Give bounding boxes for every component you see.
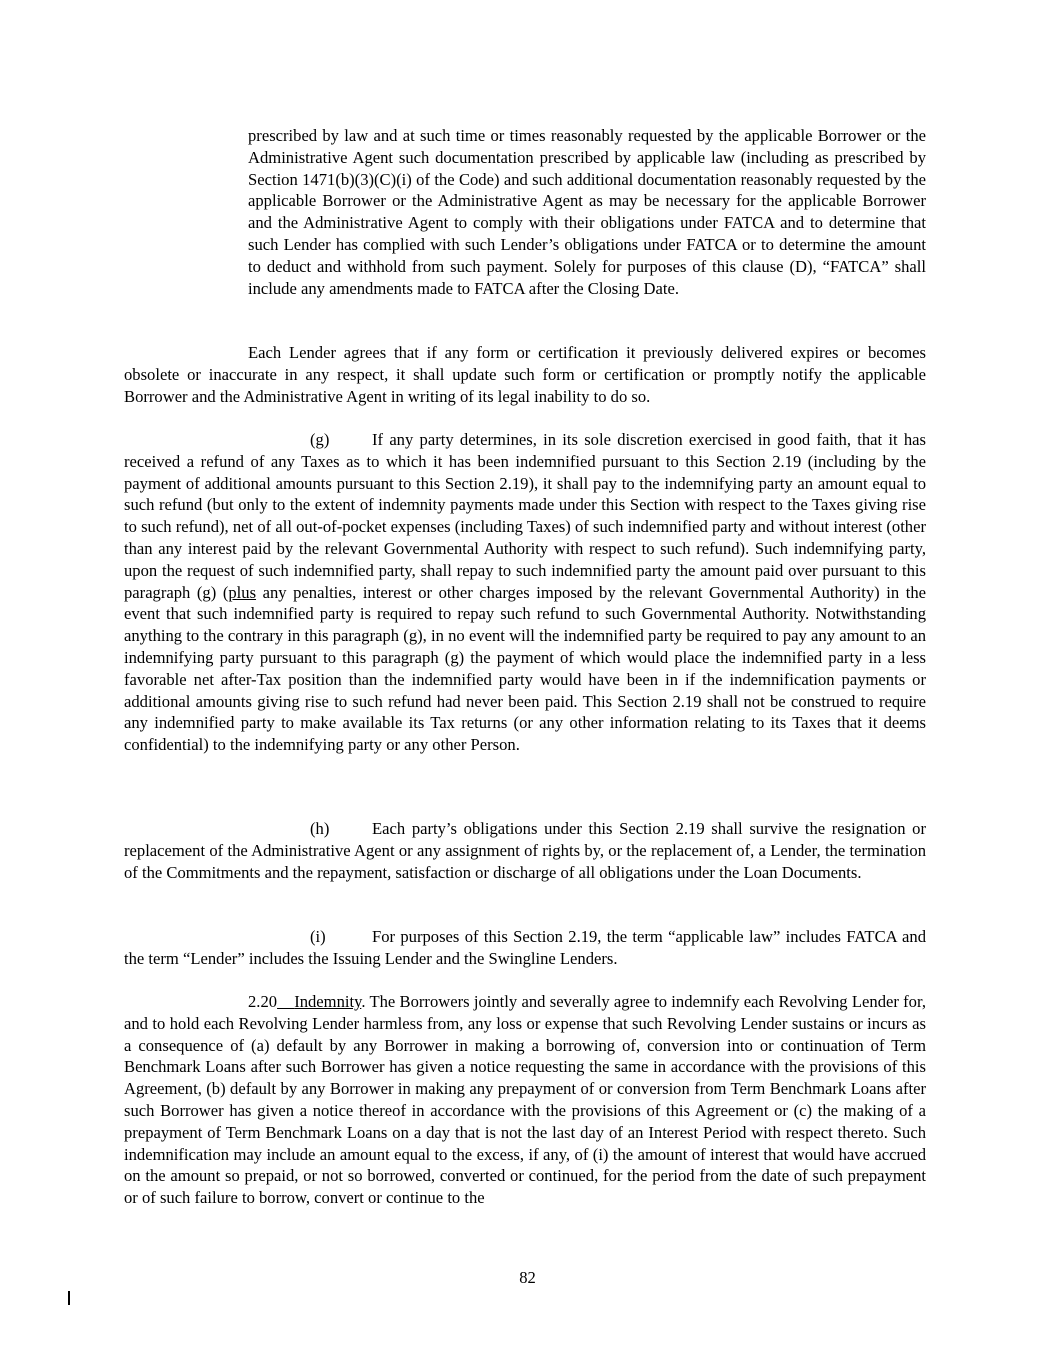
clause-label-h: (h)	[310, 819, 330, 838]
paragraph-text: prescribed by law and at such time or times reasonably requested by the applicable Borrower or the Administrative Agent such documentation prescribed by applicable law (including as prescribed by Section 1471(b)(3)(C)(i) of the Code) and such additional documentation reasonably requested by the applicable Borrower or the Administrative Agent as may be necessary for the applicable Borrower and the Administrative Agent to comply with their obligations under FATCA and to determine that such Lender has complied with such Lender’s obligations under FATCA or to determine the amount to deduct and withhold from such payment. Solely for purposes of this clause (D), “FATCA” shall include any amendments made to FATCA after the Closing Date.	[248, 126, 926, 298]
paragraph-text: . The Borrowers jointly and severally agree to indemnify each Revolving Lender for, and to hold each Revolving Lender harmless from, any loss or expense that such Revolving Lender sustains or incurs as a consequence of (a) default by any Borrower in making a borrowing of, conversion into or continuation of Term Benchmark Loans after such Borrower has given a notice requesting the same in accordance with the provisions of this Agreement, (b) default by any Borrower in making any prepayment of or conversion from Term Benchmark Loans after such Borrower has given a notice thereof in accordance with the provisions of this Agreement or (c) the making of a prepayment of Term Benchmark Loans on a day that is not the last day of an Interest Period with respect thereto. Such indemnification may include an amount equal to the excess, if any, of (i) the amount of interest that would have accrued on the amount so prepaid, or not so borrowed, converted or continued, for the period from the date of such prepayment or of such failure to borrow, convert or continue to the	[124, 992, 926, 1208]
clause-label-g: (g)	[310, 430, 330, 449]
section-number: 2.20	[248, 992, 278, 1011]
paragraph-g	[124, 429, 926, 756]
paragraph-h	[124, 818, 926, 883]
paragraph-text: For purposes of this Section 2.19, the term “applicable law” includes FATCA and the term “Lender” includes the Issuing Lender and the Swingline Lenders.	[124, 927, 926, 968]
clause-label-i: (i)	[310, 927, 326, 946]
underlined-term-plus: plus	[228, 582, 257, 602]
paragraph-text: Each party’s obligations under this Section 2.19 shall survive the resignation or replacement of the Administrative Agent or any assignment of rights by, or the replacement of, a Lender, the termination of the Commitments and the repayment, satisfaction or discharge of all obligations under the Loan Documents.	[124, 819, 926, 882]
paragraph-each-lender	[124, 342, 926, 407]
paragraph-text: If any party determines, in its sole discretion exercised in good faith, that it has received a refund of any Taxes as to which it has been indemnified pursuant to this Section 2.19 (including by the payment of additional amounts pursuant to this Section 2.19), it shall pay to the indemnifying party an amount equal to such refund (but only to the extent of indemnity payments made under this Section with respect to the Taxes giving rise to such refund), net of all out-of-pocket expenses (including Taxes) of such indemnified party and without interest (other than any interest paid by the relevant Governmental Authority with respect to such refund). Such indemnifying party, upon the request of such indemnified party, shall repay to such indemnified party the amount paid over pursuant to this paragraph (g) (	[124, 430, 926, 602]
paragraph-text: any penalties, interest or other charges imposed by the relevant Governmental Authority) in the event that such indemnified party is required to repay such refund to such Governmental Authority. Notwithstanding anything to the contrary in this paragraph (g), in no event will the indemnified party be required to pay any amount to an indemnifying party pursuant to this paragraph (g) the payment of which would place the indemnified party in a less favorable net after-Tax position than the indemnified party would have been in if the indemnification payments or additional amounts giving rise to such refund had never been paid. This Section 2.19 shall not be construed to require any indemnified party to make available its Tax returns (or any other information relating to its Taxes that it deems confidential) to the indemnifying party or any other Person.	[124, 582, 926, 755]
section-heading-gap	[277, 992, 294, 1011]
paragraph-i	[124, 926, 926, 970]
paragraph-fatca-continuation	[248, 125, 926, 299]
page-number: 82	[519, 1268, 536, 1287]
paragraph-text: Each Lender agrees that if any form or certification it previously delivered expires or becomes obsolete or inaccurate in any respect, it shall update such form or certification or promptly notify the applicable Borrower and the Administrative Agent in writing of its legal inability to do so.	[124, 343, 926, 406]
section-heading: Indemnity	[294, 992, 362, 1011]
section-2-20-indemnity	[124, 991, 926, 1209]
revision-change-bar	[68, 1291, 70, 1305]
